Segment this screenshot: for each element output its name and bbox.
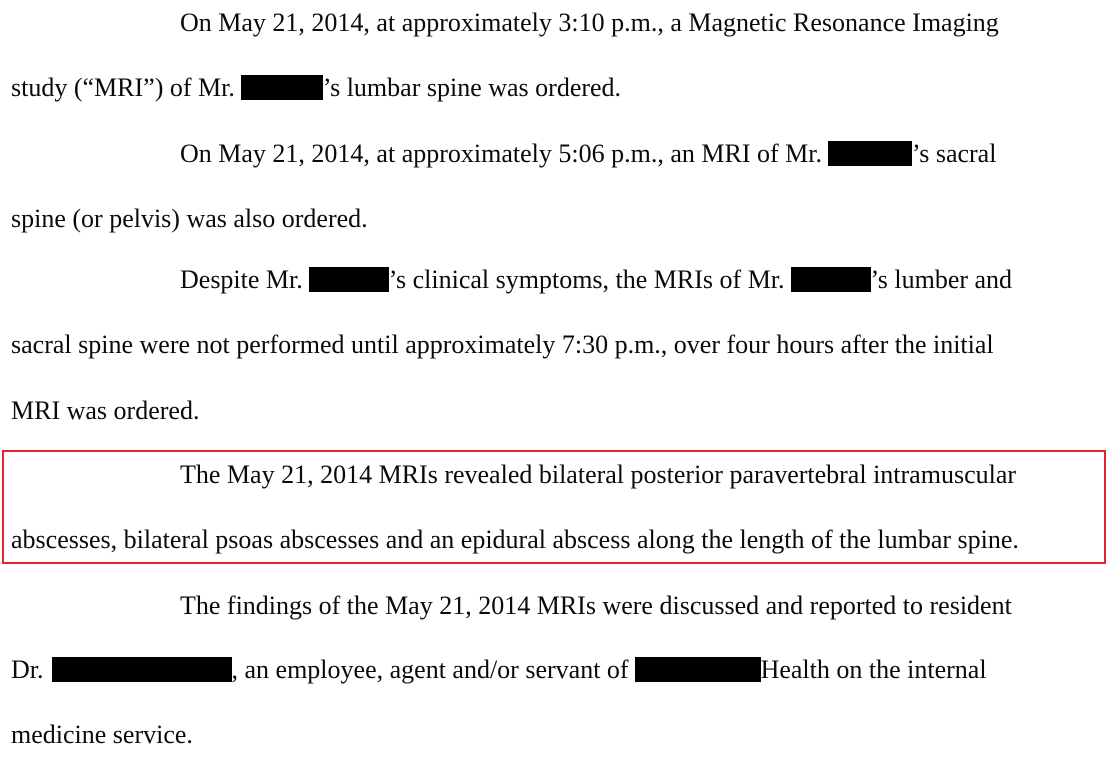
text-segment: On May 21, 2014, at approximately 5:06 p.m., an MRI of Mr.	[180, 139, 822, 168]
paragraph-4-line-2	[11, 525, 1019, 555]
paragraph-1-line-1	[180, 8, 999, 38]
text-segment: sacral spine were not performed until approximately 7:30 p.m., over four hours after the initial	[11, 330, 994, 359]
paragraph-2-line-1	[180, 139, 996, 169]
text-segment: Dr.	[11, 655, 44, 684]
text-segment: On May 21, 2014, at approximately 3:10 p.m., a Magnetic Resonance Imaging	[180, 8, 999, 37]
text-segment: The findings of the May 21, 2014 MRIs were discussed and reported to resident	[180, 591, 1012, 620]
redaction-bar	[309, 267, 389, 292]
paragraph-5-line-3	[11, 720, 193, 750]
redaction-bar	[635, 657, 761, 682]
text-segment: spine (or pelvis) was also ordered.	[11, 204, 368, 233]
text-segment: ’s lumber and	[870, 265, 1013, 294]
text-segment: abscesses, bilateral psoas abscesses and an epidural abscess along the length of the lumbar spine.	[11, 525, 1019, 554]
text-segment: Despite Mr.	[180, 265, 303, 294]
paragraph-1-line-2	[11, 73, 621, 103]
paragraph-3-line-3	[11, 396, 199, 426]
paragraph-2-line-2	[11, 204, 368, 234]
text-segment: study (“MRI”) of Mr.	[11, 73, 235, 102]
paragraph-5-line-1	[180, 591, 1012, 621]
text-segment: ’s lumbar spine was ordered.	[322, 73, 622, 102]
text-segment: The May 21, 2014 MRIs revealed bilateral posterior paravertebral intramuscular	[180, 460, 1017, 489]
text-segment: , an employee, agent and/or servant of	[231, 655, 629, 684]
paragraph-5-line-2	[11, 655, 987, 685]
paragraph-3-line-2	[11, 330, 994, 360]
text-segment: ’s sacral	[911, 139, 997, 168]
redaction-bar	[828, 141, 912, 166]
text-segment: medicine service.	[11, 720, 193, 749]
text-segment: Health on the internal	[760, 655, 987, 684]
text-segment: MRI was ordered.	[11, 396, 200, 425]
redaction-bar	[241, 75, 323, 100]
redaction-bar	[791, 267, 871, 292]
redaction-bar	[52, 657, 232, 682]
text-segment: ’s clinical symptoms, the MRIs of Mr.	[388, 265, 785, 294]
paragraph-4-line-1	[180, 460, 1016, 490]
paragraph-3-line-1	[180, 265, 1012, 295]
